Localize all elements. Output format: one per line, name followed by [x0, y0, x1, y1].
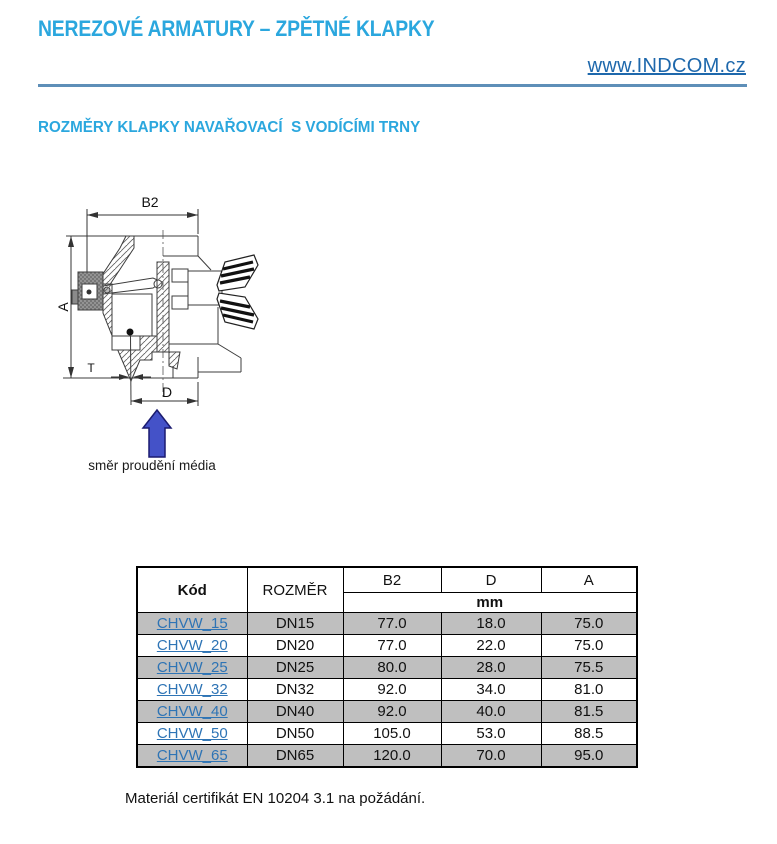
size-cell: DN15 [247, 613, 343, 635]
d-cell: 18.0 [441, 613, 541, 635]
size-cell: DN25 [247, 657, 343, 679]
dim-label-t: T [87, 361, 95, 375]
product-code-link[interactable]: CHVW_32 [156, 681, 228, 698]
size-cell: DN65 [247, 745, 343, 768]
col-header-rozmer: ROZMĚR [247, 567, 343, 613]
size-cell: DN32 [247, 679, 343, 701]
d-cell: 22.0 [441, 635, 541, 657]
a-cell: 75.0 [541, 635, 637, 657]
b2-cell: 120.0 [343, 745, 441, 768]
table-row [137, 679, 637, 701]
a-cell: 95.0 [541, 745, 637, 768]
product-code-link[interactable]: CHVW_40 [156, 703, 228, 720]
page-title: NEREZOVÉ ARMATURY – ZPĚTNÉ KLAPKY [38, 16, 435, 41]
col-header-kod: Kód [137, 567, 247, 613]
table-header-row [137, 567, 637, 593]
table-row [137, 701, 637, 723]
product-code-link[interactable]: CHVW_65 [156, 747, 228, 764]
table-body [137, 613, 637, 768]
b2-cell: 80.0 [343, 657, 441, 679]
header-divider [38, 84, 747, 87]
b2-cell: 92.0 [343, 701, 441, 723]
col-header-d: D [441, 567, 541, 593]
b2-cell: 77.0 [343, 613, 441, 635]
b2-cell: 105.0 [343, 723, 441, 745]
section-heading: ROZMĚRY KLAPKY NAVAŘOVACÍ S VODÍCÍMI TRNY [38, 119, 421, 136]
col-header-a: A [541, 567, 637, 593]
size-cell: DN40 [247, 701, 343, 723]
dim-b2 [87, 209, 198, 273]
table-row [137, 635, 637, 657]
d-cell: 40.0 [441, 701, 541, 723]
dim-label-b2: B2 [141, 194, 159, 210]
a-cell: 81.5 [541, 701, 637, 723]
valve-body [63, 230, 241, 405]
valve-technical-drawing [55, 185, 325, 475]
product-code-link[interactable]: CHVW_25 [156, 659, 228, 676]
b2-cell: 77.0 [343, 635, 441, 657]
a-cell: 75.5 [541, 657, 637, 679]
b2-cell: 92.0 [343, 679, 441, 701]
d-cell: 70.0 [441, 745, 541, 768]
dim-label-d: D [161, 384, 173, 400]
website-link[interactable]: www.INDCOM.cz [587, 55, 746, 77]
table-row [137, 723, 637, 745]
dim-label-a: A [55, 302, 71, 312]
size-cell: DN20 [247, 635, 343, 657]
d-cell: 53.0 [441, 723, 541, 745]
unit-label: mm [343, 593, 637, 613]
d-cell: 34.0 [441, 679, 541, 701]
flow-caption: směr proudění média [88, 458, 216, 473]
col-header-b2: B2 [343, 567, 441, 593]
a-cell: 81.0 [541, 679, 637, 701]
dimensions-table [136, 566, 638, 768]
size-cell: DN50 [247, 723, 343, 745]
table-row [137, 657, 637, 679]
d-cell: 28.0 [441, 657, 541, 679]
table-row [137, 745, 637, 768]
flow-direction-arrow [143, 410, 171, 457]
product-code-link[interactable]: CHVW_15 [156, 615, 228, 632]
a-cell: 88.5 [541, 723, 637, 745]
product-code-link[interactable]: CHVW_20 [156, 637, 228, 654]
table-row [137, 613, 637, 635]
footer-note: Materiál certifikát EN 10204 3.1 na požádání. [125, 790, 426, 807]
wing-nut [217, 255, 258, 329]
product-code-link[interactable]: CHVW_50 [156, 725, 228, 742]
a-cell: 75.0 [541, 613, 637, 635]
